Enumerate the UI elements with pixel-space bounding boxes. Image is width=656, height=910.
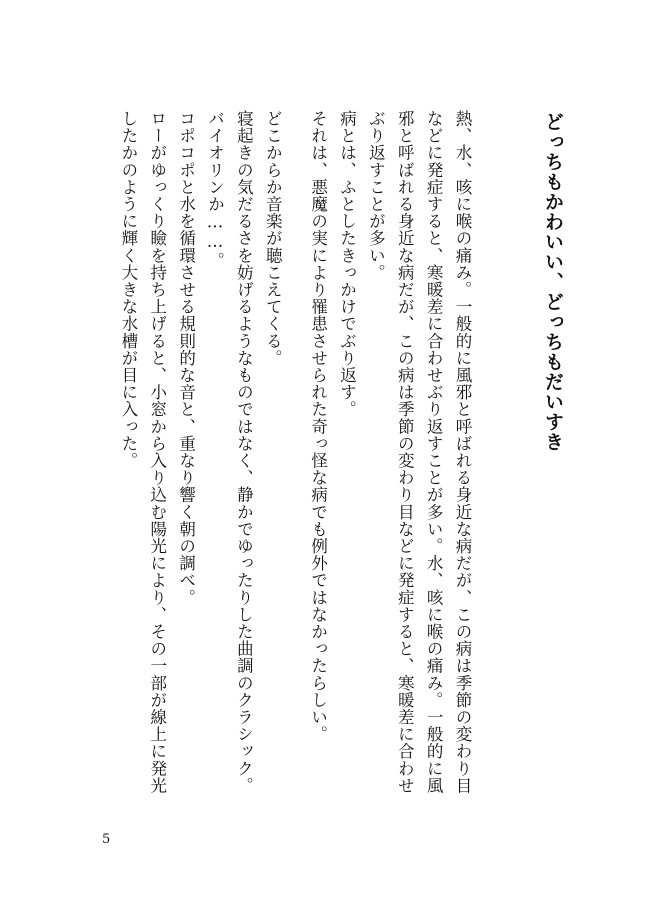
chapter-title: どっちもかわいい、どっちもだいすき [542,112,564,452]
body-text [96,110,476,810]
paragraph: どこからか音楽が聴こえてくる。 [263,110,283,367]
blank-line [286,110,303,127]
page-number: 5 [102,832,111,847]
paragraph: ローがゆっくり瞼を持ち上げると、小窓から入り込む陽光により、その一部が線上に発光したかのように輝く大きな水槽が目に入った。 [118,110,167,794]
paragraph: それは、悪魔の実により罹患させられた奇っ怪な病でも例外ではなかったらしい。 [308,110,328,743]
paragraph: バイオリンか……。 [205,110,225,269]
paragraph: 熱、水、咳に喉の痛み。一般的に風邪と呼ばれる身近な病だが、この病は季節の変わり目などに発症すると、寒暖差に合わせぶり返すことが多い。水、咳に喉の痛み。一般的に風邪と呼ばれる身近な病だが、この病は季節の変わり目などに発症すると、寒暖差に合わせぶり返すことが多い。 [366,110,472,794]
paragraph: 寝起きの気だるさを妨げるようなものではなく、静かでゆったりした曲調のクラシック。 [234,110,254,794]
paragraph: コポコポと水を循環させる規則的な音と、重なり響く朝の調べ。 [176,110,196,606]
paragraph: 病とは、ふとしたきっかけでぶり返す。 [337,110,357,418]
